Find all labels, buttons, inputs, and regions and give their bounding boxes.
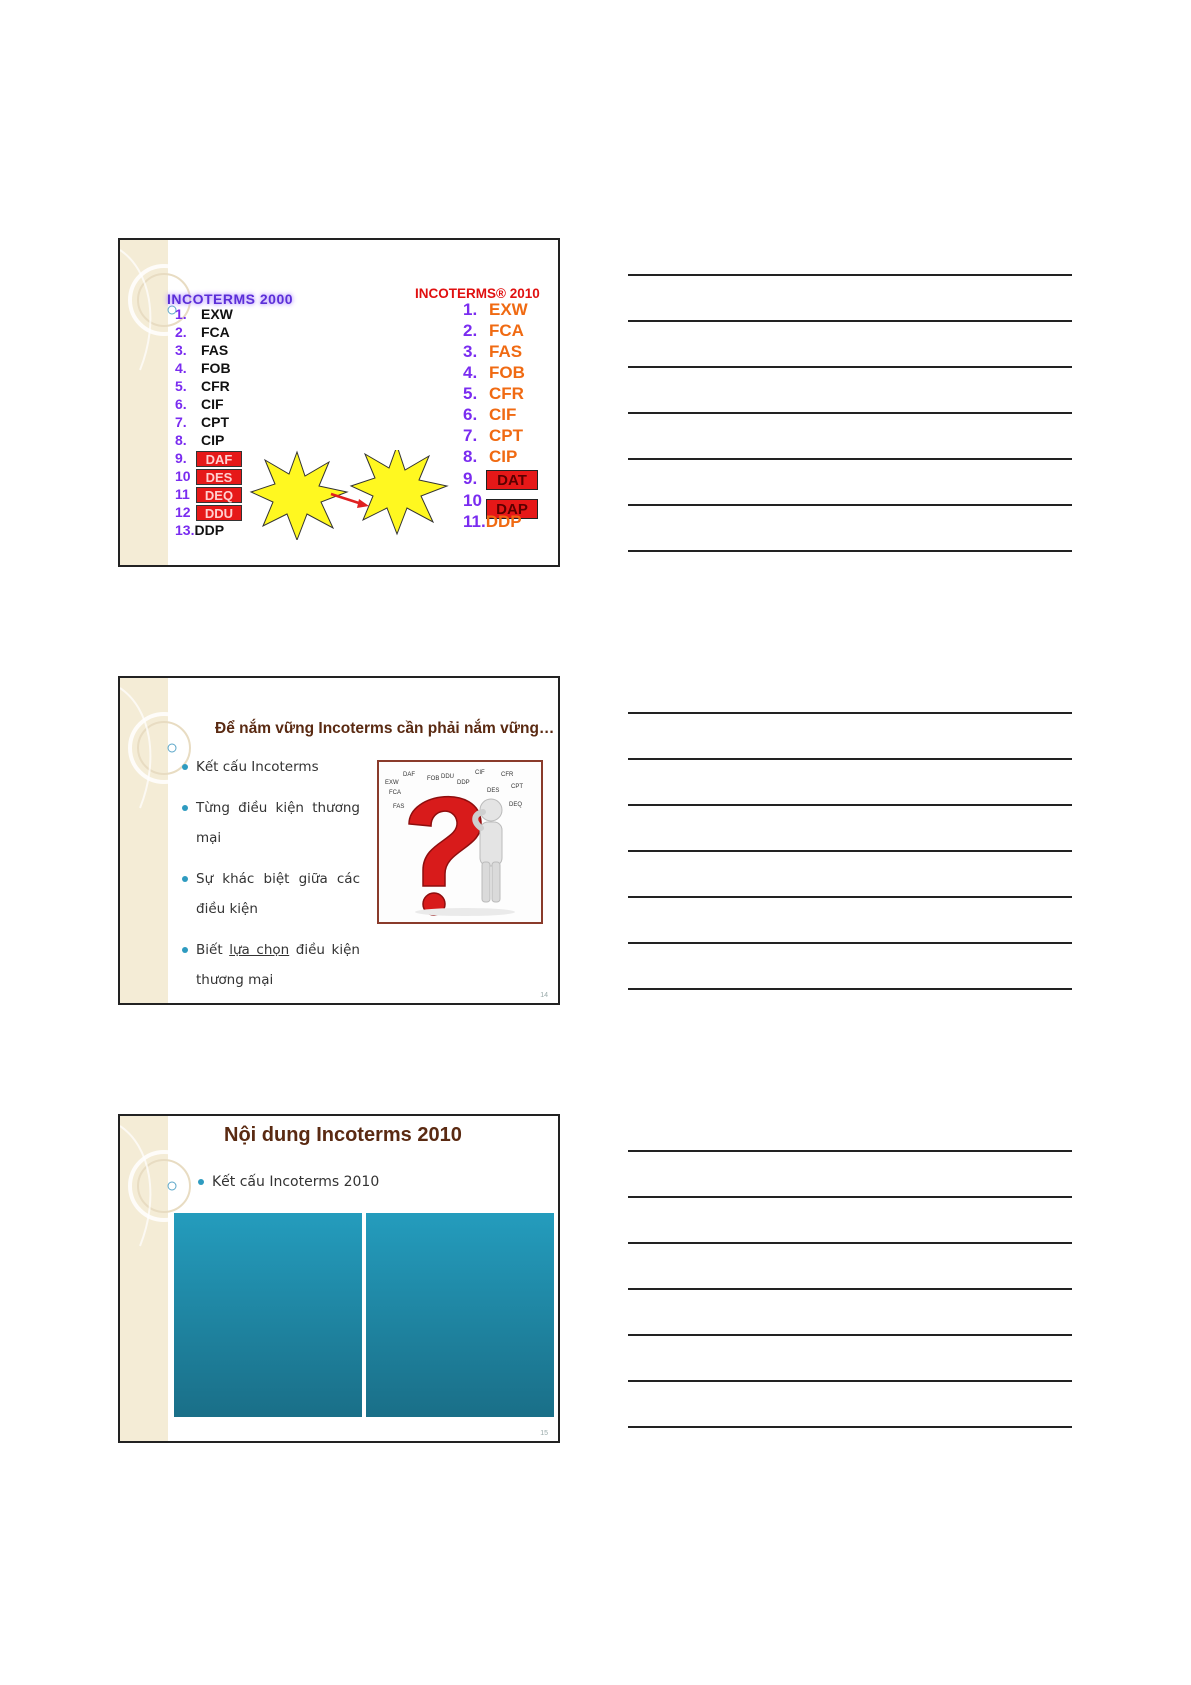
list-item: Kết cấu Incoterms [182,752,360,782]
list-item: 5. CFR [175,378,230,394]
note-line [628,1242,1072,1244]
note-line [628,320,1072,322]
removed-term-deq: DEQ [196,487,242,503]
image-label: FOB [427,776,440,782]
incoterms-2000-title: INCOTERMS 2000 [167,291,294,307]
note-line [628,896,1072,898]
slide-2 [118,676,560,1005]
note-line [628,274,1072,276]
image-label: FAS [393,804,405,810]
list-item: 3. FAS [463,342,523,361]
page-number: 14 [540,992,548,999]
list-item: 6. CIF [175,396,224,412]
list-item: 9. [175,450,187,466]
list-item: 9. [463,469,478,488]
starburst-right [351,450,447,534]
choose-link-text: lựa chọn [229,942,290,958]
starburst-left [251,452,347,540]
list-item: 2. FCA [175,324,230,340]
note-line [628,1380,1072,1382]
note-line [628,458,1072,460]
list-item: 3. FAS [175,342,229,358]
new-term-dat: DAT [486,470,538,490]
image-label: CIF [475,770,485,776]
image-label: DEQ [509,802,523,808]
list-item: 6. CIF [463,405,517,424]
page-number: 15 [540,1430,548,1437]
structure-panel-left [174,1213,362,1417]
image-label: EXW [385,780,399,786]
list-item: Kết cấu Incoterms 2010 [198,1174,379,1190]
note-line [628,942,1072,944]
list-item: Từng điều kiện thương mại [182,793,360,853]
structure-panel-right [366,1213,554,1417]
list-item: 5. CFR [463,384,524,403]
note-line [628,850,1072,852]
list-item: 2. FCA [463,321,524,340]
list-item: Biết lựa chọn điều kiện thương mại [182,935,360,995]
note-line [628,504,1072,506]
list-item: 1. EXW [175,306,233,322]
note-line [628,550,1072,552]
image-label: CFR [501,772,514,778]
list-item: 11 [175,486,190,502]
image-label: DDU [441,774,454,780]
image-label: CPT [511,784,523,790]
note-line [628,988,1072,990]
note-line [628,712,1072,714]
removed-term-des: DES [196,469,242,485]
image-label: FCA [389,790,401,796]
starburst-arrow-graphic [245,450,465,540]
note-line [628,804,1072,806]
removed-term-daf: DAF [196,451,242,467]
list-item: Sự khác biệt giữa các điều kiện [182,864,360,924]
list-item: 4. FOB [175,360,231,376]
list-item: 10 [463,491,482,510]
list-item: 11.DDP [463,512,522,531]
slide-1 [118,238,560,567]
note-line [628,412,1072,414]
slide-heading: Để nắm vững Incoterms cần phải nắm vững… [215,720,555,737]
list-item: 12 [175,504,191,520]
list-item: 1. EXW [463,300,528,319]
note-line [628,1334,1072,1336]
note-line [628,758,1072,760]
list-item: 13.DDP [175,522,225,538]
image-label: DES [487,788,500,794]
removed-term-ddu: DDU [196,505,242,521]
list-item: 7. CPT [463,426,523,445]
note-line [628,1426,1072,1428]
question-mark-image [377,760,543,924]
image-label: DDP [457,780,470,786]
note-line [628,1196,1072,1198]
note-line [628,366,1072,368]
note-line [628,1150,1072,1152]
bullet-list [182,752,360,1005]
slide-title: Nội dung Incoterms 2010 [224,1124,462,1146]
image-label: DAF [403,772,415,778]
list-item: 8. CIP [175,432,225,448]
note-line [628,1288,1072,1290]
list-item: 8. CIP [463,447,518,466]
slide-3 [118,1114,560,1443]
new-term-dap: DAP [486,499,538,519]
incoterms-2010-title: INCOTERMS® 2010 [415,286,540,301]
list-item: 7. CPT [175,414,229,430]
list-item: 4. FOB [463,363,525,382]
list-item: 10 [175,468,191,484]
